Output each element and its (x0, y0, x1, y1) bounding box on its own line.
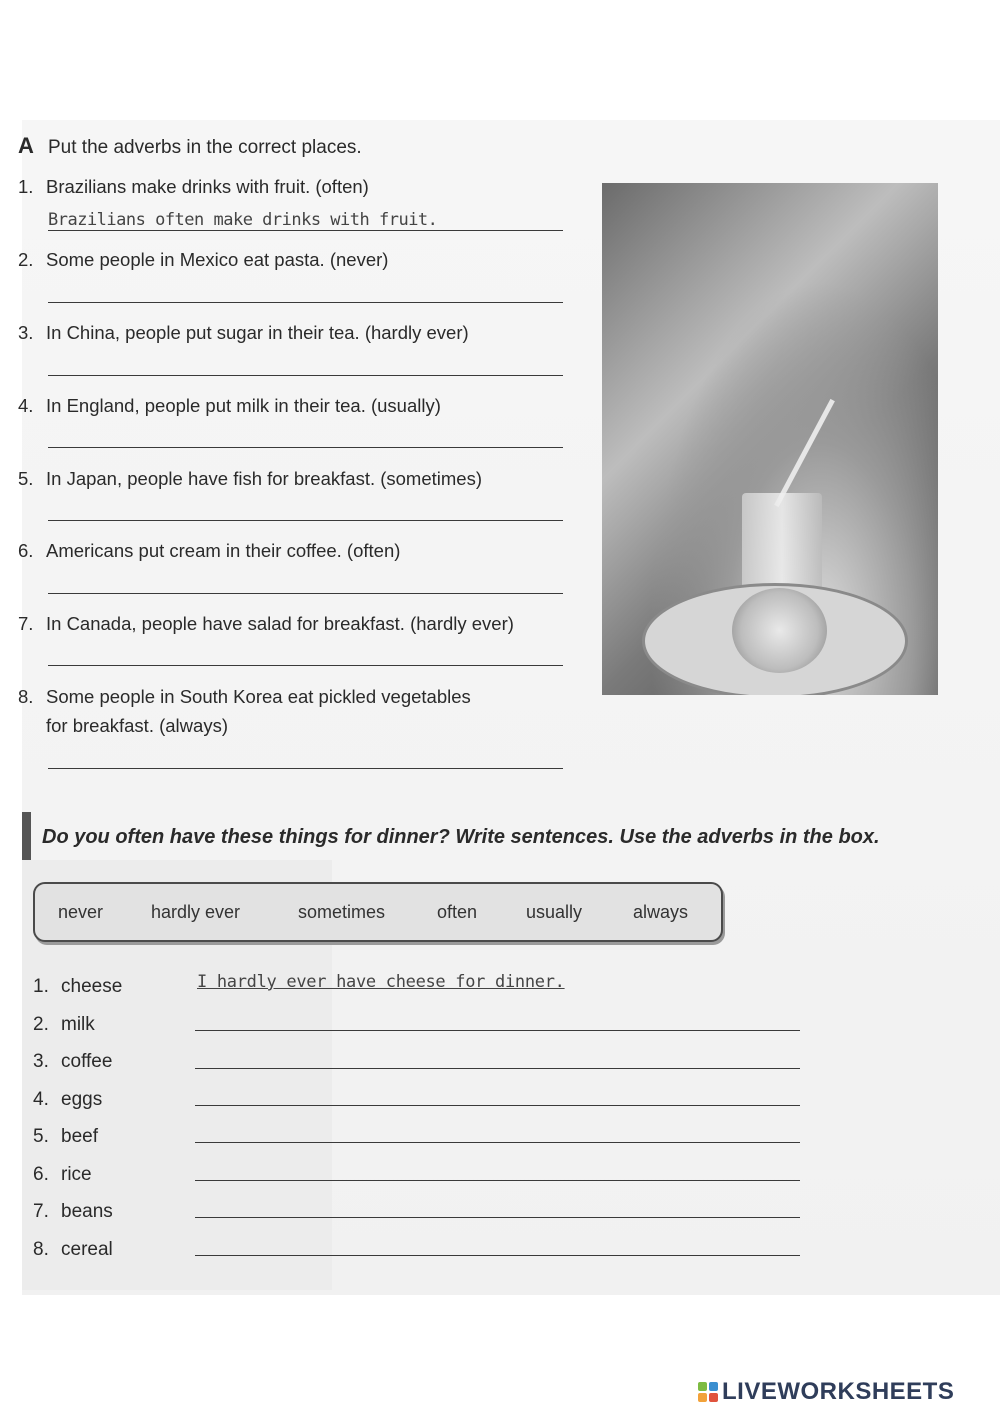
adverb-always: always (633, 902, 689, 922)
drink-photo (602, 183, 938, 695)
adverb-usually: usually (526, 902, 583, 922)
dinner-answer-1: I hardly ever have cheese for dinner. (197, 972, 565, 992)
item-number: 3. (33, 1051, 49, 1072)
item-prompt: In Japan, people have fish for breakfast. (sometimes) (46, 468, 482, 489)
item-prompt: Some people in Mexico eat pasta. (never) (46, 249, 389, 270)
exercise-item-8 (18, 686, 471, 708)
item-word: eggs (61, 1089, 103, 1110)
dinner-item-4 (33, 1089, 102, 1111)
item-number: 3. (18, 322, 34, 343)
exercise-item-2 (18, 249, 388, 271)
item-word: rice (61, 1164, 92, 1185)
item-prompt: Brazilians make drinks with fruit. (often) (46, 176, 369, 197)
straw-shape (774, 399, 835, 507)
liveworksheets-logo-icon (698, 1382, 718, 1402)
answer-line-4[interactable] (48, 447, 563, 448)
dinner-answer-line-6[interactable] (195, 1180, 800, 1181)
item-number: 7. (18, 613, 34, 634)
item-prompt: Americans put cream in their coffee. (often) (46, 540, 401, 561)
exercise-item-3 (18, 322, 469, 344)
dinner-item-6 (33, 1164, 92, 1186)
section-b-marker (22, 812, 31, 860)
item-word: beef (61, 1126, 98, 1147)
item-number: 6. (33, 1164, 49, 1185)
section-a-letter: A (18, 133, 34, 158)
answer-line-1[interactable] (48, 230, 563, 231)
dinner-item-2 (33, 1014, 95, 1036)
dinner-item-3 (33, 1051, 112, 1073)
answer-line-7[interactable] (48, 665, 563, 666)
item-word: cereal (61, 1239, 113, 1260)
item-number: 7. (33, 1201, 49, 1222)
exercise-item-5 (18, 468, 482, 490)
answer-line-5[interactable] (48, 520, 563, 521)
item-number: 5. (18, 468, 34, 489)
item-number: 8. (33, 1239, 49, 1260)
section-b-instruction: Do you often have these things for dinner? Write sentences. Use the adverbs in the box. (42, 826, 880, 848)
item-prompt: In England, people put milk in their tea. (usually) (46, 395, 441, 416)
fruit-shape (732, 588, 827, 673)
adverb-often: often (437, 902, 478, 922)
answer-line-2[interactable] (48, 302, 563, 303)
adverb-sometimes: sometimes (298, 902, 386, 922)
item-number: 6. (18, 540, 34, 561)
item-word: milk (61, 1014, 95, 1035)
item-number: 4. (18, 395, 34, 416)
adverb-hardly-ever: hardly ever (151, 902, 241, 922)
item-number: 5. (33, 1126, 49, 1147)
dinner-answer-line-5[interactable] (195, 1142, 800, 1143)
item-number: 1. (18, 176, 34, 197)
dinner-answer-line-7[interactable] (195, 1217, 800, 1218)
item-number: 1. (33, 976, 49, 997)
item-number: 2. (18, 249, 34, 270)
item-number: 4. (33, 1089, 49, 1110)
answer-line-3[interactable] (48, 375, 563, 376)
item-prompt: In Canada, people have salad for breakfast. (hardly ever) (46, 613, 514, 634)
answer-line-8[interactable] (48, 768, 563, 769)
exercise-item-1 (18, 176, 369, 198)
adverb-never: never (58, 902, 104, 922)
dinner-item-7 (33, 1201, 113, 1223)
item-number: 2. (33, 1014, 49, 1035)
item-word: cheese (61, 976, 123, 997)
item-word: coffee (61, 1051, 113, 1072)
exercise-item-7 (18, 613, 514, 635)
dinner-item-8 (33, 1239, 113, 1261)
dinner-item-5 (33, 1126, 98, 1148)
dinner-answer-line-3[interactable] (195, 1068, 800, 1069)
answer-text-1: Brazilians often make drinks with fruit. (48, 210, 438, 230)
dinner-item-1 (33, 976, 122, 998)
item-word: beans (61, 1201, 113, 1222)
exercise-item-4 (18, 395, 441, 417)
dinner-answer-line-4[interactable] (195, 1105, 800, 1106)
exercise-item-6 (18, 540, 400, 562)
dinner-answer-line-8[interactable] (195, 1255, 800, 1256)
item-prompt: In China, people put sugar in their tea. (hardly ever) (46, 322, 469, 343)
section-a-instruction: Put the adverbs in the correct places. (48, 137, 362, 158)
liveworksheets-logo-text: LIVEWORKSHEETS (722, 1378, 955, 1405)
dinner-answer-line-2[interactable] (195, 1030, 800, 1031)
item-prompt: Some people in South Korea eat pickled vegetables (46, 686, 471, 707)
exercise-item-8-continued: for breakfast. (always) (46, 715, 228, 736)
item-number: 8. (18, 686, 34, 707)
answer-line-6[interactable] (48, 593, 563, 594)
